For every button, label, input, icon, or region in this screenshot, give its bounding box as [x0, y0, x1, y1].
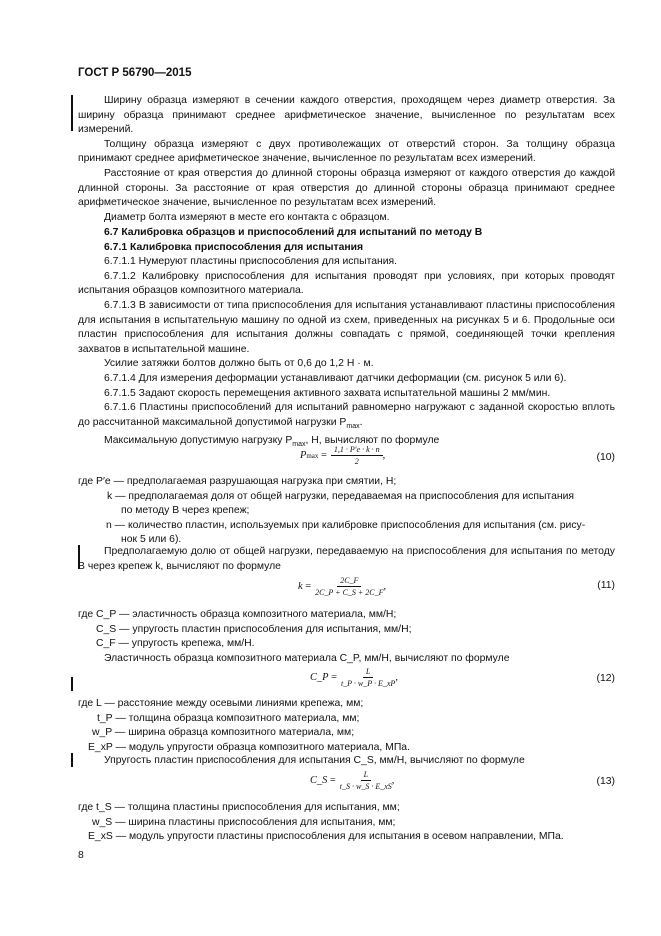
text-block-4 [78, 652, 615, 667]
paragraph: Толщину образца измеряют с двух противолежащих от отверстий сторон. За толщину образца принимают среднее арифметическое значение, вычисленное по результатам всех измерений. [78, 138, 615, 165]
revision-bar [71, 95, 73, 131]
equation-number: (12) [596, 673, 615, 684]
text-block-1 [78, 94, 615, 225]
paragraph: 6.7.1.5 Задают скорость перемещения активного захвата испытательной машины 2 мм/мин. [104, 387, 551, 399]
text-block-5 [78, 754, 615, 769]
equation-number: (10) [596, 452, 615, 463]
section-heading: 6.7 Калибровка образцов и приспособлений для испытаний по методу В [104, 227, 483, 238]
paragraph: Упругость пластин приспособления для испытания C_S, мм/Н, вычисляют по формуле [104, 755, 525, 766]
paragraph: Эластичность образца композитного материала C_P, мм/Н, вычисляют по формуле [104, 653, 510, 664]
document-header: ГОСТ Р 56790—2015 [78, 67, 192, 79]
paragraph: Расстояние от края отверстия до длинной стороны образца измеряют от каждого отверстия до каждой длинной стороны. За расстояние от края отверстия до длинной стороны образца принимают среднее арифметическое значение, вычисленное по результатам всех измерений. [78, 167, 615, 209]
paragraph: 6.7.1.2 Калибровку приспособления для испытания проводят при условиях, при которых проводят испытания образцов композитного материала. [78, 270, 615, 297]
subsection-heading: 6.7.1 Калибровка приспособления для испытания [104, 241, 364, 253]
formula-10: P max = $\frac{1,1 \cdot P'e \cdot k \cdot n}{2}$ , [300, 445, 386, 466]
paragraph: 6.7.1.6 Пластины приспособлений для испытаний равномерно нагружают с заданной скоростью вплоть до рассчитанной максимальной допустимой нагрузки $P_{max}$. [78, 402, 615, 430]
paragraph: Усилие затяжки болтов должно быть от 0,6 до 1,2 Н · м. [104, 358, 374, 370]
formula-11: k = $\frac{2C\_F}{2C\_P + C\_S + 2C\_F}$ , [298, 576, 387, 597]
paragraph: Диаметр болта измеряют в месте его контакта с образцом. [104, 211, 390, 223]
paragraph: Предполагаемую долю от общей нагрузки, передаваемую на приспособления для испытания по методу В через крепеж k, вычисляют по формуле [78, 546, 615, 572]
formula-12: C_P = $\frac{L}{t\_P \cdot w\_P \cdot E\_xP}$ , [310, 667, 398, 688]
equation-number: (11) [597, 580, 615, 591]
legend-13: где t_S — толщина пластины приспособления для испытания, мм; w_S — ширина пластины приспособления для испытания, мм; E_xS — модуль упругости пластины приспособления для испытания в осевом направлении, МПа. [78, 802, 564, 843]
equation-number: (13) [596, 776, 615, 787]
legend-10: где P′e — предполагаемая разрушающая нагрузка при смятии, Н; k — предполагаемая доля от общей нагрузки, передаваемая на приспособления для испытания по методу В через крепеж; n — количество пластин, используемых при калибровке приспособления для испытания (см. рису- нок 5 или 6). [78, 476, 586, 546]
paragraph: 6.7.1.3 В зависимости от типа приспособления для испытания устанавливают пластины приспособления для испытания в испытательную машину по одной из схем, приведенных на рисунках 5 и 6. Продольные оси пластин приспособления для испытания должны совпадать с прямой, соединяющей точки крепления захватов в испытательной машине. [78, 299, 615, 355]
page-number: 8 [78, 850, 84, 861]
text-block-2 [78, 226, 615, 453]
paragraph: 6.7.1.4 Для измерения деформации устанавливают датчики деформации (см. рисунок 5 или 6). [104, 372, 567, 384]
revision-bar [71, 677, 73, 691]
revision-bar [71, 753, 73, 767]
formula-13: C_S = $\frac{L}{t\_S \cdot w\_S \cdot E\_xS}$ , [310, 770, 395, 791]
legend-12: где L — расстояние между осевыми линиями крепежа, мм; t_P — толщина образца композитного материала, мм; w_P — ширина образца композитного материала, мм; E_xP — модуль упругости образца композитного материала, МПа. [78, 698, 410, 753]
fraction: $\frac{2C\_F}{2C\_P + C\_S + 2C\_F}$ [315, 576, 384, 597]
fraction: $\frac{L}{t\_S \cdot w\_S \cdot E\_xS}$ [339, 770, 392, 791]
fraction: $\frac{1,1 \cdot P'e \cdot k \cdot n}{2}$ [331, 445, 383, 466]
fraction: $\frac{L}{t\_P \cdot w\_P \cdot E\_xP}$ [340, 667, 396, 688]
text-block-3 [78, 545, 615, 574]
paragraph: Максимальную допустимую нагрузку $P_{max}$, Н, вычисляют по формуле [104, 435, 440, 449]
legend-11: где C_P — эластичность образца композитного материала, мм/Н; C_S — упругость пластин приспособления для испытания, мм/Н; C_F — упругость крепежа, мм/Н. [78, 609, 412, 650]
paragraph: 6.7.1.1 Нумеруют пластины приспособления для испытания. [104, 256, 398, 268]
paragraph: Ширину образца измеряют в сечении каждого отверстия, проходящем через диаметр отверстия. За ширину образца принимают среднее арифметическое значение, вычисленное по результатам всех измерений. [78, 95, 615, 136]
